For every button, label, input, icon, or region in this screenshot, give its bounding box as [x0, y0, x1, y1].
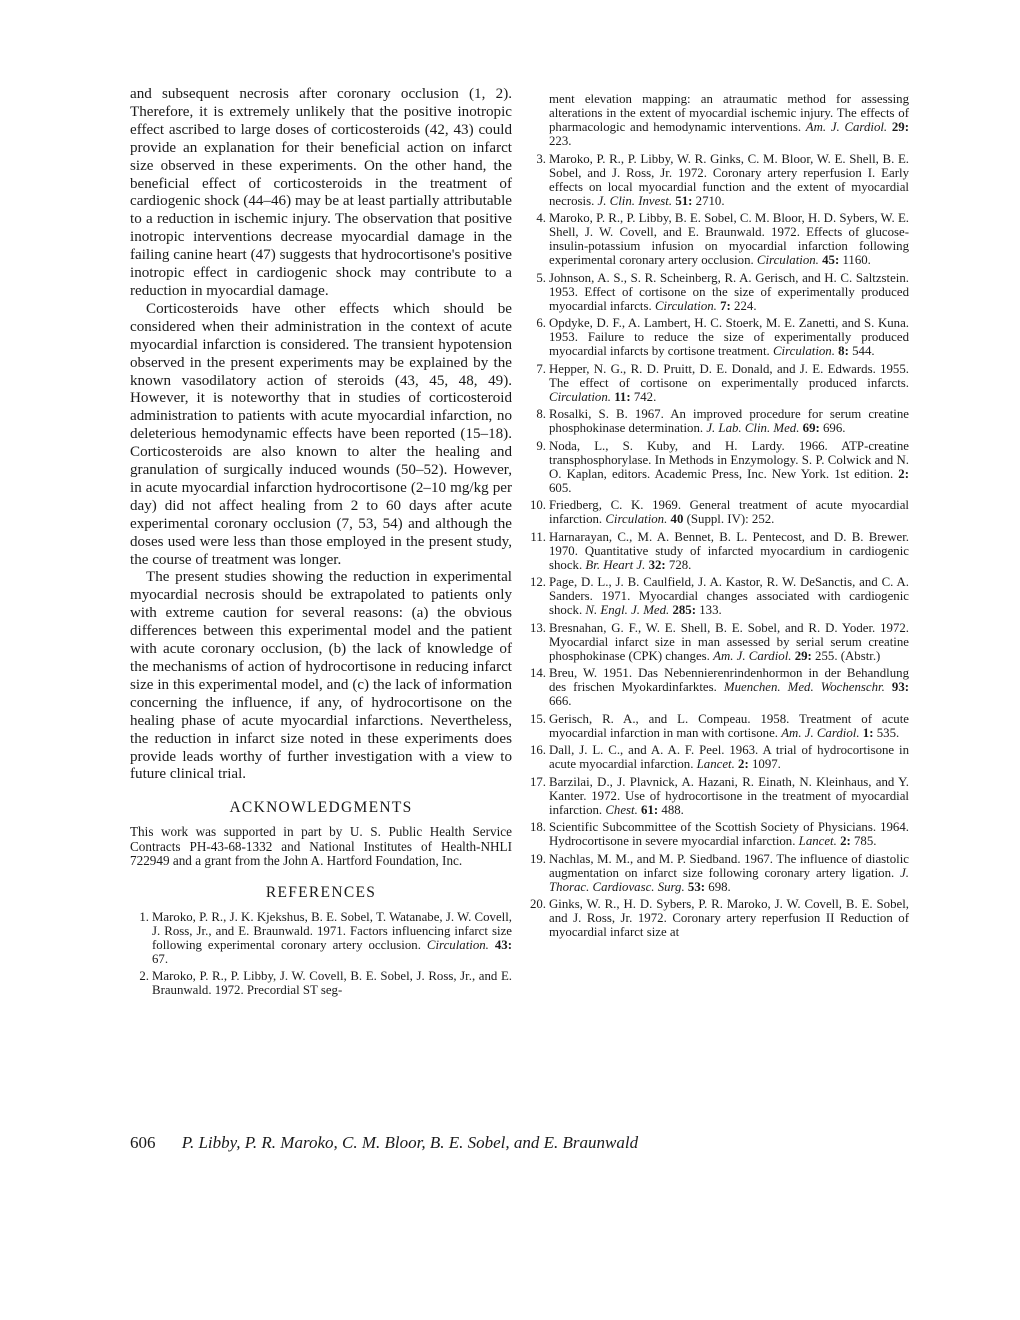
- reference-volume: 93:: [891, 680, 910, 694]
- reference-text: Opdyke, D. F., A. Lambert, H. C. Stoerk, M. E. Zanetti, and S. Kuna. 1953. Failure to reduce the size of experimentally produced myocardial infarcts by cortisone treatment.: [549, 316, 909, 358]
- reference-item: [527, 897, 909, 939]
- reference-text: Scientific Subcommittee of the Scottish Society of Physicians. 1964. Hydrocortisone in severe myocardial infarction.: [549, 820, 909, 848]
- reference-item: [527, 743, 909, 771]
- reference-item: [527, 820, 909, 848]
- acknowledgments-heading: ACKNOWLEDGMENTS: [229, 799, 413, 817]
- reference-journal: Am. J. Cardiol.: [713, 648, 792, 663]
- reference-number: 7.: [536, 361, 546, 376]
- reference-page: 1097.: [751, 757, 781, 771]
- reference-journal: Lancet.: [696, 757, 735, 771]
- references-heading: REFERENCES: [265, 883, 377, 901]
- reference-page: 67.: [152, 951, 169, 966]
- page-footer: [130, 1133, 920, 1153]
- reference-page: 133.: [699, 603, 722, 617]
- reference-item: [527, 852, 909, 894]
- reference-number: 17.: [529, 774, 546, 789]
- reference-item: [527, 666, 909, 708]
- reference-text: Harnarayan, C., M. A. Bennet, B. L. Pentecost, and D. B. Brewer. 1970. Quantitative study of infarcted myocardium in cardiogenic shock.: [549, 529, 909, 572]
- reference-number: 6.: [536, 316, 546, 330]
- running-authors: P. Libby, P. R. Maroko, C. M. Bloor, B. E. Sobel, and E. Braunwald: [181, 1133, 639, 1152]
- reference-number: 1.: [139, 909, 149, 924]
- reference-item: [130, 969, 512, 997]
- right-column: [527, 92, 909, 943]
- reference-text: Breu, W. 1951. Das Nebennierenrindenhormon in der Behandlung des frischen Myokardinfarktes.: [549, 666, 909, 694]
- reference-text: Page, D. L., J. B. Caulfield, J. A. Kastor, R. W. DeSanctis, and C. A. Sanders. 1971. Myocardial changes associated with cardiogenic shock.: [549, 575, 909, 617]
- reference-page: 785.: [853, 834, 877, 848]
- reference-journal: Circulation.: [772, 344, 835, 358]
- reference-item-continued: [527, 92, 909, 148]
- reference-number: 9.: [536, 438, 546, 453]
- reference-number: 13.: [529, 620, 546, 635]
- reference-number: 8.: [536, 407, 546, 421]
- reference-page: 605.: [549, 480, 572, 495]
- reference-volume: 45:: [822, 253, 840, 267]
- reference-volume: 285:: [672, 603, 696, 617]
- reference-list-right: [527, 92, 909, 939]
- reference-volume: 11:: [614, 389, 631, 404]
- reference-volume: 7:: [720, 298, 731, 313]
- page-number: 606: [130, 1133, 156, 1152]
- reference-text: Barzilai, D., J. Plavnick, A. Hazani, R. Einath, N. Kleinhaus, and Y. Kanter. 1972. Use of hydrocortisone in the treatment of myocardial infarction.: [549, 774, 909, 817]
- reference-volume: 2:: [840, 834, 851, 848]
- reference-volume: 61:: [641, 802, 659, 817]
- reference-number: 12.: [529, 575, 546, 589]
- reference-item: [527, 407, 909, 435]
- reference-text: Dall, J. L. C., and A. A. F. Peel. 1963. A trial of hydrocortisone in acute myocardial infarction.: [549, 743, 909, 771]
- reference-item: [527, 362, 909, 404]
- reference-item: [527, 271, 909, 313]
- reference-journal: Chest.: [605, 802, 638, 817]
- reference-item: [527, 152, 909, 208]
- reference-volume: 43:: [494, 937, 512, 952]
- reference-list-left: [130, 910, 512, 998]
- reference-volume: 29:: [794, 648, 812, 663]
- reference-text: Friedberg, C. K. 1969. General treatment of acute myocardial infarction.: [549, 498, 909, 526]
- reference-journal: J. Lab. Clin. Med.: [706, 421, 800, 435]
- reference-journal: Am. J. Cardiol.: [781, 725, 860, 740]
- reference-journal: Am. J. Cardiol.: [805, 120, 888, 134]
- reference-journal: Circulation.: [605, 512, 668, 526]
- reference-text: Johnson, A. S., S. R. Scheinberg, R. A. Gerisch, and H. C. Saltzstein. 1953. Effect of cortisone on the size of experimentally produced myocardial infarcts.: [549, 270, 909, 313]
- reference-volume: 53:: [687, 879, 706, 894]
- reference-journal: Circulation.: [756, 253, 819, 267]
- reference-text: Maroko, P. R., P. Libby, J. W. Covell, B. E. Sobel, J. Ross, Jr., and E. Braunwald. 1972. Precordial ST seg-: [152, 969, 512, 998]
- reference-page: 2710.: [695, 193, 725, 208]
- reference-page: 728.: [668, 557, 692, 572]
- reference-page: 223.: [549, 134, 572, 148]
- body-paragraph: and subsequent necrosis after coronary occlusion (1, 2). Therefore, it is extremely unlikely that the positive inotropic effect ascribed to large doses of corticosteroids (42, 43) could provide an explanation for their beneficial action on infarct size observed in these experiments. On the other hand, the beneficial effect of corticosteroids in the treatment of cardiogenic shock (44–46) may be at least partially attributable to a reduction in ischemic injury. The observation that positive inotropic interventions decrease myocardial damage in the failing canine heart (47) suggests that hydrocortisone's positive inotropic effect in cardiogenic shock may contribute to a reduction in myocardial damage.: [130, 86, 512, 299]
- reference-text: Maroko, P. R., P. Libby, B. E. Sobel, C. M. Bloor, H. D. Sybers, W. E. Shell, J. W. Covell, and E. Braunwald. 1972. Effects of glucose-insulin-potassium infusion on myocardial infarction following experimental coronary artery occlusion.: [549, 211, 909, 267]
- body-paragraph: The present studies showing the reduction in experimental myocardial necrosis should be extrapolated to patients only with extreme caution for several reasons: (a) the obvious differences between this experimental model and the patient with acute coronary occlusion, (b) the lack of knowledge of the mechanisms of action of hydrocortisone in reducing infarct size in this experimental model, and (c) the lack of information concerning the influence, if any, of hydrocortisone on the healing phase of acute myocardial infarctions. Nevertheless, the reduction in infarct size noted in these experiments does provide leads worthy of further investigation with a view to future clinical trial.: [130, 569, 512, 783]
- reference-item: [130, 910, 512, 966]
- reference-item: [527, 316, 909, 358]
- reference-number: 19.: [529, 851, 546, 866]
- reference-journal: Circulation.: [426, 937, 489, 952]
- reference-text: Maroko, P. R., J. K. Kjekshus, B. E. Sobel, T. Watanabe, J. W. Covell, J. Ross, Jr., and E. Braunwald. 1971. Factors influencing infarct size following experimental coronary artery occlusion.: [152, 909, 512, 952]
- reference-number: 18.: [529, 820, 546, 834]
- reference-journal: N. Engl. J. Med.: [585, 603, 670, 617]
- reference-text: ment elevation mapping: an atraumatic method for assessing alterations in the extent of myocardial ischemic injury. The effects of pharmacologic and hemodynamic interventions.: [549, 92, 909, 134]
- body-paragraph: Corticosteroids have other effects which should be considered when their administration in the context of acute myocardial infarction is considered. The transient hypotension observed in the present experiments may be explained by the known vasodilatory action of steroids (43, 45, 48, 49). However, it is noteworthy that in studies of corticosteroid administration to patients with acute myocardial infarction, no deleterious hemodynamic effects have been reported (15–18). Corticosteroids are also known to alter the healing and granulation of surgically induced wounds (50–52). However, in acute myocardial infarction hydrocortisone (2–10 mg/kg per day) did not affect healing from 2 to 60 days after acute experimental coronary occlusion (7, 53, 54) and although the doses used were less than those employed in the present study, the course of treatment was longer.: [130, 300, 512, 568]
- reference-item: [527, 498, 909, 526]
- reference-journal: Muenchen. Med. Wochenschr.: [723, 680, 885, 694]
- reference-page: 544.: [852, 344, 875, 358]
- reference-text: Nachlas, M. M., and M. P. Siedband. 1967. The influence of diastolic augmentation on infarct size following coronary artery ligation.: [549, 851, 909, 880]
- reference-text: Hepper, N. G., R. D. Pruitt, D. E. Donald, and J. E. Edwards. 1955. The effect of cortisone on experimentally produced infarcts.: [549, 361, 909, 390]
- reference-item: [527, 530, 909, 572]
- reference-item: [527, 439, 909, 495]
- reference-item: [527, 621, 909, 663]
- reference-number: 14.: [529, 666, 546, 680]
- reference-text: Maroko, P. R., P. Libby, W. R. Ginks, C. M. Bloor, W. E. Shell, B. E. Sobel, and J. Ross, Jr. 1972. Coronary artery reperfusion I. Early effects on local myocardial function and the extent of myocardial necrosis.: [549, 151, 909, 208]
- reference-number: 11.: [530, 529, 546, 544]
- reference-journal: J. Thorac. Cardiovasc. Surg.: [549, 865, 909, 894]
- reference-number: 16.: [529, 743, 546, 757]
- reference-number: 20.: [529, 897, 546, 911]
- reference-page: 488.: [661, 802, 684, 817]
- reference-journal: Circulation.: [549, 389, 611, 404]
- reference-volume: 8:: [838, 344, 849, 358]
- reference-number: 4.: [536, 211, 546, 225]
- reference-page: 224.: [734, 298, 757, 313]
- reference-journal: Br. Heart J.: [585, 557, 646, 572]
- reference-page: 698.: [708, 879, 731, 894]
- reference-item: [527, 712, 909, 740]
- reference-page: 1160.: [842, 253, 871, 267]
- reference-volume: 2:: [898, 466, 909, 481]
- reference-volume: 40: [670, 512, 684, 526]
- acknowledgments-text: This work was supported in part by U. S. Public Health Service Contracts PH-43-68-1332 and National Institutes of Health-NHLI 722949 and a grant from the John A. Hartford Foundation, Inc.: [130, 824, 512, 869]
- reference-journal: J. Clin. Invest.: [597, 193, 673, 208]
- reference-number: 2.: [139, 969, 149, 984]
- reference-page: (Suppl. IV): 252.: [686, 512, 775, 526]
- reference-volume: 1:: [862, 725, 874, 740]
- reference-number: 3.: [536, 151, 546, 166]
- reference-volume: 69:: [802, 421, 820, 435]
- reference-page: 255. (Abstr.): [815, 648, 881, 663]
- reference-journal: Lancet.: [798, 834, 837, 848]
- reference-text: Rosalki, S. B. 1967. An improved procedure for serum creatine phosphokinase determination.: [549, 407, 909, 435]
- reference-number: 15.: [529, 711, 546, 726]
- reference-journal: Circulation.: [654, 298, 717, 313]
- reference-number: 5.: [536, 270, 546, 285]
- reference-page: 666.: [549, 694, 572, 708]
- reference-volume: 51:: [675, 193, 693, 208]
- reference-number: 10.: [529, 498, 546, 512]
- reference-text: Noda, L., S. Kuby, and H. Lardy. 1966. ATP-creatine transphosphorylase. In Methods in Enzymology. S. P. Colwick and N. O. Kaplan, editors. Academic Press, Inc. New York. 1st edition.: [549, 438, 909, 481]
- reference-item: [527, 775, 909, 817]
- left-column: [130, 86, 512, 1001]
- reference-page: 696.: [823, 421, 846, 435]
- reference-volume: 2:: [738, 757, 749, 771]
- reference-volume: 32:: [648, 557, 666, 572]
- reference-page: 742.: [633, 389, 657, 404]
- reference-text: Bresnahan, G. F., W. E. Shell, B. E. Sobel, and R. D. Yoder. 1972. Myocardial infarct size in man assessed by serial serum creatine phosphokinase (CPK) changes.: [549, 620, 909, 663]
- reference-item: [527, 575, 909, 617]
- reference-text: Ginks, W. R., H. D. Sybers, P. R. Maroko, J. W. Covell, B. E. Sobel, and J. Ross, Jr. 1972. Coronary artery reperfusion II Reduction of myocardial infarct size at: [549, 897, 909, 939]
- reference-item: [527, 211, 909, 267]
- reference-volume: 29:: [891, 120, 909, 134]
- reference-text: Gerisch, R. A., and L. Compeau. 1958. Treatment of acute myocardial infarction in man with cortisone.: [549, 711, 909, 740]
- reference-page: 535.: [876, 725, 900, 740]
